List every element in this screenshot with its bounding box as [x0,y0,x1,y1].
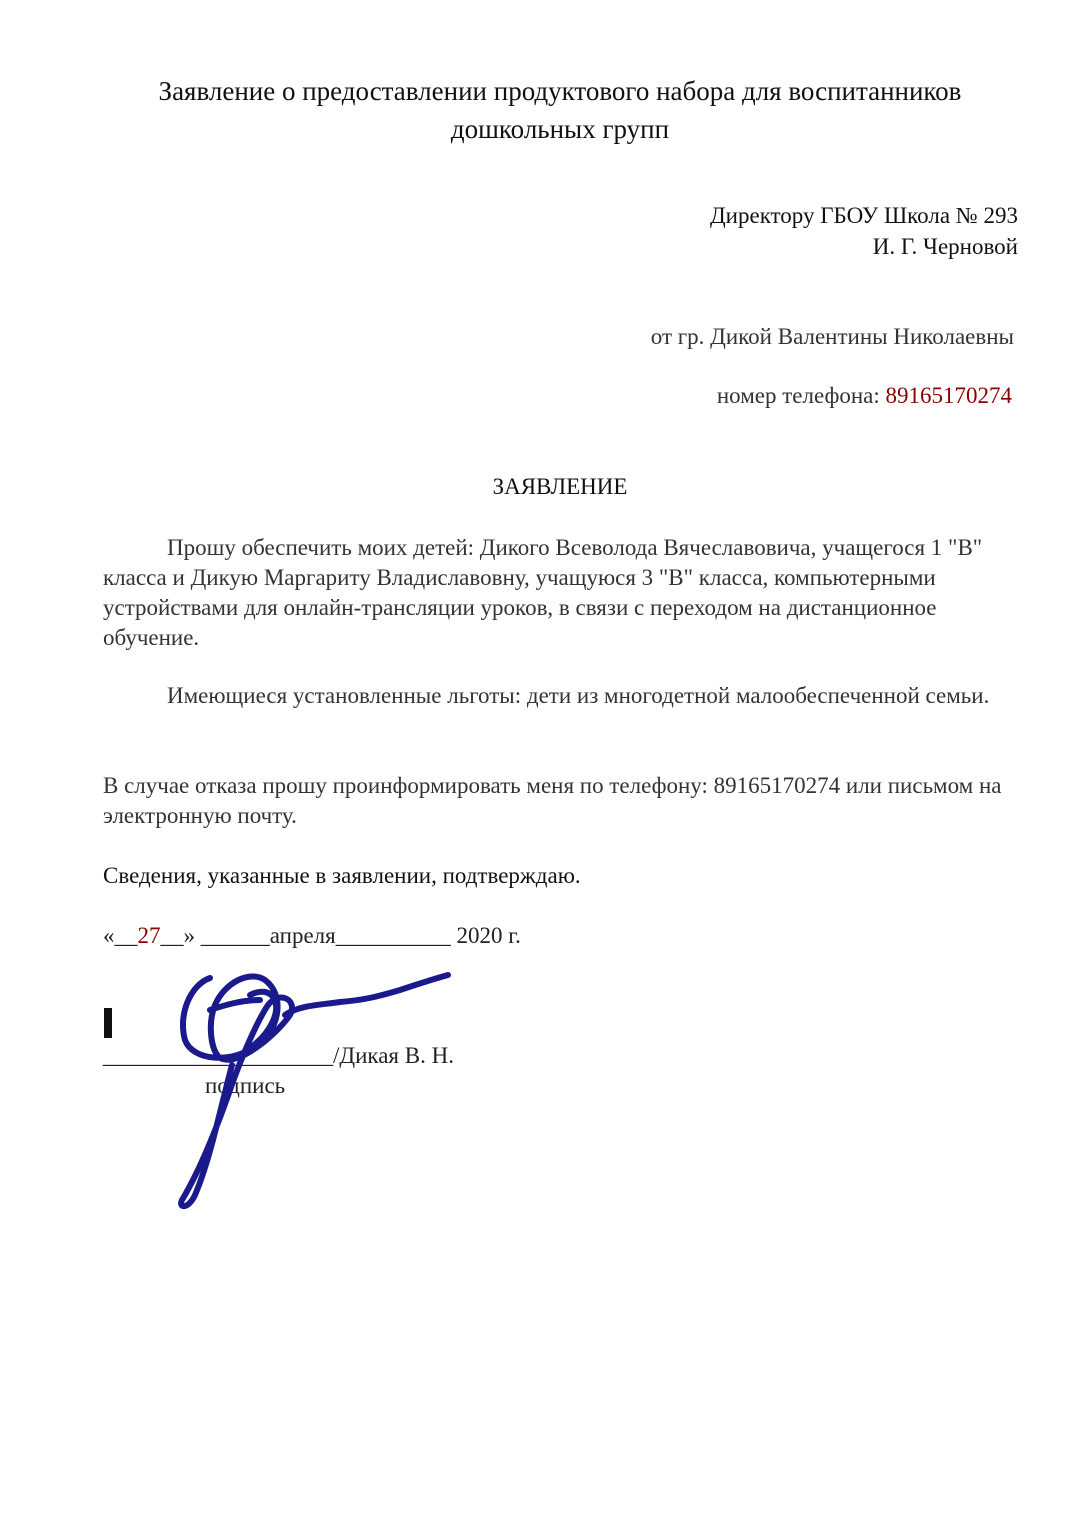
phone-line [717,381,1012,411]
confirmation-statement: Сведения, указанные в заявлении, подтверждаю. [103,863,581,888]
benefits-paragraph: Имеющиеся установленные льготы: дети из многодетной малообеспеченной семьи. [167,683,990,708]
addressee-name: И. Г. Черновой [872,234,1018,259]
date-day: 27 [137,923,161,948]
statement-heading: ЗАЯВЛЕНИЕ [492,474,628,499]
handwritten-signature [150,960,470,1220]
date-open: «__ [103,923,138,948]
text-cursor-mark [104,1008,112,1038]
document-title [60,72,1060,148]
signature-line: ____________________/Дикая В. Н. [103,1043,454,1068]
phone-number: 89165170274 [885,383,1012,408]
applicant-name: от гр. Дикой Валентины Николаевны [650,324,1014,349]
phone-label: номер телефона: [716,383,886,408]
document-title-line-1: Заявление о предоставлении продуктового набора для воспитанников [158,76,962,106]
request-paragraph: Прошу обеспечить моих детей: Дикого Всеволода Вячеславовича, учащегося 1 "В" класса и Дикую Маргариту Владиславовну, учащуюся 3 "В" класса, компьютерными устройствами для онлайн-трансляции уроков, в связи с переходом на дистанционное обучение. [103,535,983,650]
refusal-contact-paragraph: В случае отказа прошу проинформировать меня по телефону: 89165170274 или письмом на электронную почту. [103,773,1002,828]
document-title-line-2: дошкольных групп [450,114,670,144]
addressee-position: Директору ГБОУ Школа № 293 [709,203,1018,228]
addressee-block [710,200,1018,262]
signature-strokes [181,975,448,1206]
date-rest: __» ______апреля__________ 2020 г. [160,923,521,948]
date-line [103,921,521,951]
signature-caption: подпись [205,1073,286,1098]
